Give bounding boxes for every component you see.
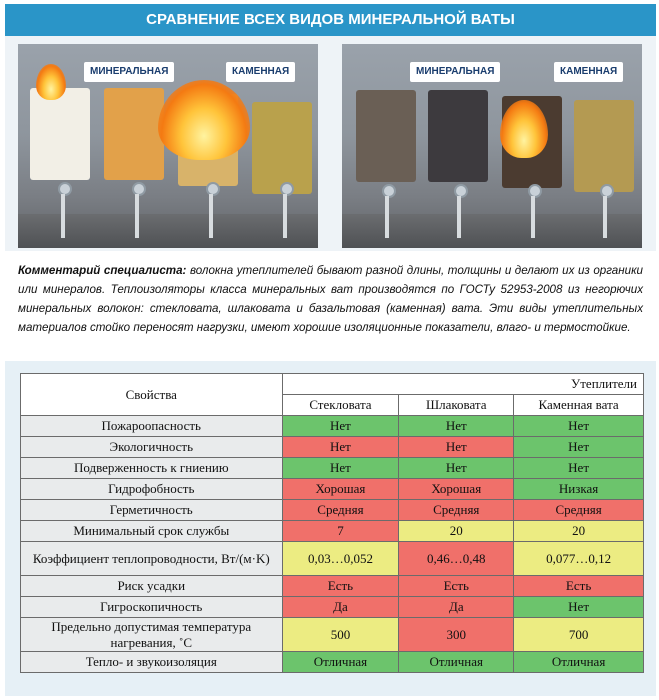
property-cell: Коэффициент теплопроводности, Вт/(м·K): [21, 542, 283, 576]
column-header-slag-wool: Шлаковата: [399, 395, 514, 416]
value-cell: 300: [399, 618, 514, 652]
comparison-table-area: [5, 361, 656, 696]
table-row: [21, 576, 644, 597]
value-cell: Да: [399, 597, 514, 618]
value-cell: Нет: [399, 437, 514, 458]
property-cell: Гигроскопичность: [21, 597, 283, 618]
sample-orange: [104, 88, 164, 180]
value-cell: 700: [514, 618, 644, 652]
table-row: [21, 652, 644, 673]
value-cell: Есть: [282, 576, 399, 597]
property-cell: Предельно допустимая температура нагревания, ˚С: [21, 618, 283, 652]
property-cell: Пожароопасность: [21, 416, 283, 437]
fire-test-photo-after: [342, 44, 642, 248]
sample-charred-1: [356, 90, 416, 182]
value-cell: Средняя: [399, 500, 514, 521]
stone-label: КАМЕННАЯ: [226, 62, 295, 82]
sample-white: [30, 88, 90, 180]
sample-stone: [252, 102, 312, 194]
value-cell: Средняя: [282, 500, 399, 521]
value-cell: 7: [282, 521, 399, 542]
value-cell: Низкая: [514, 479, 644, 500]
stone-label: КАМЕННАЯ: [554, 62, 623, 82]
value-cell: Отличная: [399, 652, 514, 673]
sample-stone: [574, 100, 634, 192]
value-cell: Хорошая: [399, 479, 514, 500]
mineral-label: МИНЕРАЛЬНАЯ: [410, 62, 500, 82]
table-row: [21, 458, 644, 479]
table-row: [21, 479, 644, 500]
sample-charred-2: [428, 90, 488, 182]
column-header-glass-wool: Стекловата: [282, 395, 399, 416]
page-title: СРАВНЕНИЕ ВСЕХ ВИДОВ МИНЕРАЛЬНОЙ ВАТЫ: [146, 11, 515, 28]
property-cell: Экологичность: [21, 437, 283, 458]
value-cell: Нет: [282, 437, 399, 458]
table-row: [21, 521, 644, 542]
value-cell: 0,03…0,052: [282, 542, 399, 576]
table-row: [21, 437, 644, 458]
value-cell: 20: [514, 521, 644, 542]
property-cell: Гидрофобность: [21, 479, 283, 500]
value-cell: Нет: [399, 416, 514, 437]
property-cell: Тепло- и звукоизоляция: [21, 652, 283, 673]
page-title-banner: [5, 4, 656, 36]
value-cell: Нет: [399, 458, 514, 479]
value-cell: Нет: [282, 458, 399, 479]
value-cell: Да: [282, 597, 399, 618]
property-cell: Герметичность: [21, 500, 283, 521]
value-cell: Нет: [514, 597, 644, 618]
table-row: [21, 618, 644, 652]
expert-comment-lead: Комментарий специалиста:: [18, 264, 187, 277]
fire-test-photo-before: [18, 44, 318, 248]
property-cell: Подверженность к гниению: [21, 458, 283, 479]
comparison-table: [20, 373, 644, 673]
table-row: [21, 542, 644, 576]
insulators-header: Утеплители: [282, 374, 643, 395]
table-row: [21, 416, 644, 437]
column-header-stone-wool: Каменная вата: [514, 395, 644, 416]
value-cell: Отличная: [282, 652, 399, 673]
photo-area: [5, 36, 656, 251]
properties-header: Свойства: [21, 374, 283, 416]
value-cell: Есть: [514, 576, 644, 597]
value-cell: 0,077…0,12: [514, 542, 644, 576]
value-cell: 0,46…0,48: [399, 542, 514, 576]
table-row: [21, 500, 644, 521]
mineral-label: МИНЕРАЛЬНАЯ: [84, 62, 174, 82]
value-cell: Хорошая: [282, 479, 399, 500]
value-cell: 20: [399, 521, 514, 542]
property-cell: Минимальный срок службы: [21, 521, 283, 542]
value-cell: 500: [282, 618, 399, 652]
value-cell: Есть: [399, 576, 514, 597]
property-cell: Риск усадки: [21, 576, 283, 597]
value-cell: Средняя: [514, 500, 644, 521]
value-cell: Нет: [282, 416, 399, 437]
flame-1: [36, 64, 66, 100]
value-cell: Нет: [514, 416, 644, 437]
value-cell: Отличная: [514, 652, 644, 673]
table-row: [21, 597, 644, 618]
expert-comment: [5, 251, 656, 361]
expert-comment-text: [5, 251, 656, 337]
expert-comment-body: волокна утеплителей бывают разной длины, толщины и делают их из органики или минералов. Теплоизоляторы класса минеральных ват производятся по ГОСТу 52953-2008 из негорючих минеральных волокон: стекловата, шлаковата и базальтовая (каменная) вата. Эти виды утеплительных материалов стойко переносят нагрузки, имеют хорошие изоляционные показатели, влаго- и термостойкие.: [18, 264, 643, 334]
value-cell: Нет: [514, 458, 644, 479]
value-cell: Нет: [514, 437, 644, 458]
